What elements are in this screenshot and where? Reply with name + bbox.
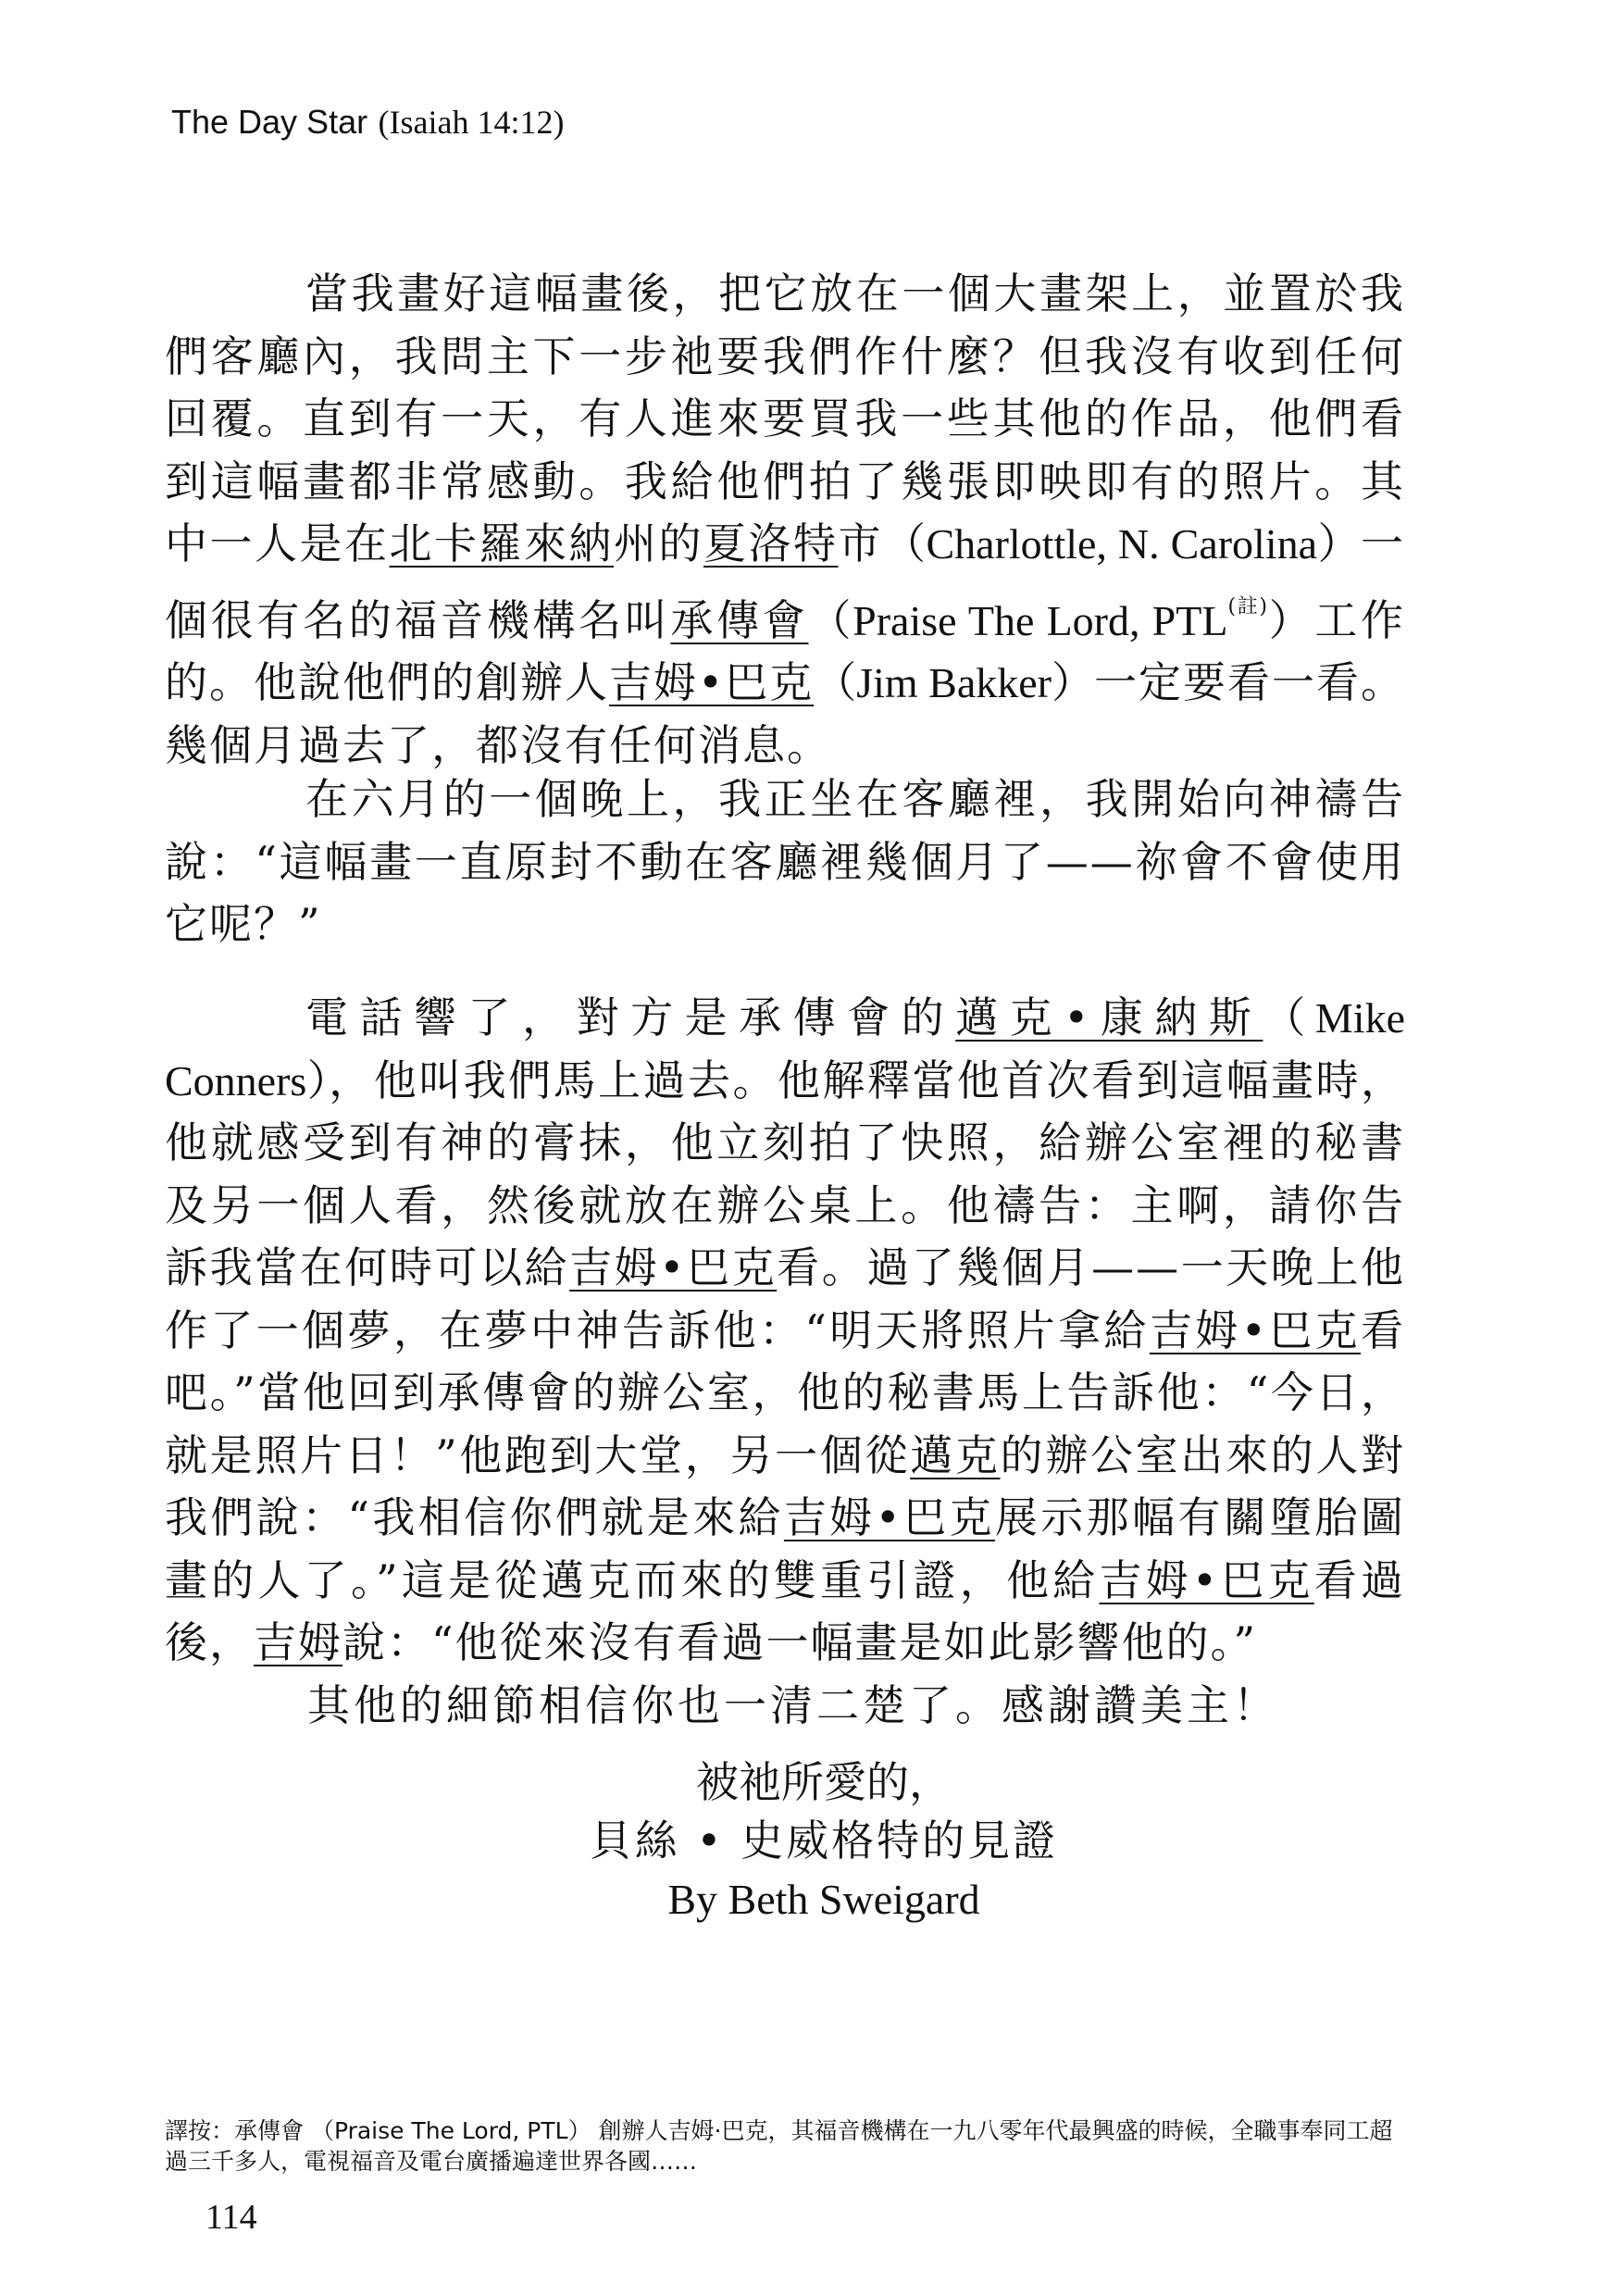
name-mike-conners: 邁克•康納斯 — [955, 992, 1263, 1042]
text-run: 的辦公室出來的人對我們說：“我相信你們就是來給 — [165, 1429, 1406, 1542]
text-run: ）工作的。他說他們的創辦人 — [165, 594, 1405, 707]
text-run: 看。過了幾個月——一天晚上他作了一個夢，在夢中神告訴他：“明天將照片拿給 — [165, 1242, 1406, 1355]
header-reference: (Isaiah 14:12) — [378, 104, 565, 141]
signature-line-3: By Beth Sweigard — [667, 1876, 980, 1923]
closing-line: 其他的細節相信你也一清二楚了。感謝讚美主！ — [307, 1680, 1279, 1730]
name-mike: 邁克 — [910, 1429, 1001, 1480]
signature-line-1: 被祂所愛的， — [696, 1757, 952, 1807]
footnote: 譯按：承傳會 （Praise The Lord, PTL） 創辦人吉姆·巴克，其福音機構在一九八零年代最興盛的時候，全職事奉同工超過三千多人，電視福音及電台廣播遍達世界各國…… — [165, 2117, 1393, 2175]
name-jim: 吉姆 — [254, 1617, 342, 1667]
paragraph-1 — [165, 263, 1405, 777]
latin-text: （Mike Conners） — [165, 994, 1449, 1104]
text-run: 看吧。”當他回到承傳會的辦公室，他的秘書馬上告訴他：“今日，就是照片日！”他跑到大堂，另一個從 — [165, 1304, 1405, 1480]
running-header — [171, 102, 564, 144]
paragraph-3 — [165, 987, 1449, 1675]
text-run: 州的 — [613, 518, 703, 568]
paragraph-2 — [165, 768, 1405, 956]
signature-line-2: 貝絲 • 史威格特的見證 — [589, 1816, 1059, 1866]
paragraph-2-text: 在六月的一個晚上，我正坐在客廳裡，我開始向神禱告說：“這幅畫一直原封不動在客廳裡幾個月了——祢會不會使用它呢？” — [165, 774, 1405, 949]
text-run: ，他叫我們馬上過去。他解釋當他首次看到這幅畫時，他就感受到有神的膏抹，他立刻拍了快照，給辦公室裡的秘書及另一個人看，然後就放在辦公桌上。他禱告：主啊，請你告訴我當在何時可以給 — [165, 1054, 1406, 1292]
place-charlotte: 夏洛特 — [703, 518, 839, 568]
name-jim-bakker: 吉姆•巴克 — [1099, 1554, 1314, 1605]
latin-text: （Praise The Lord, PTL — [808, 596, 1228, 644]
text-run: 當我畫好這幅畫後，把它放在一個大畫架上，並置於我們客廳內，我問主下一步祂要我們作什麼？但我沒有收到任何回覆。直到有一天，有人進來要買我一些其他的作品，他們看到這幅畫都非常感動。我給他們拍了幾張即映即有的照片。其中一人是在 — [165, 268, 1405, 568]
text-run: 說：“他從來沒有看過一幅畫是如此影響他的。” — [342, 1617, 1258, 1667]
footnote-marker: (註) — [1227, 594, 1267, 618]
text-run: 一定要看一看。幾個月過去了，都沒有任何消息。 — [165, 657, 1406, 770]
text-run: 看過後， — [165, 1554, 1405, 1667]
text-run: 電話響了，對方是承傳會的 — [305, 992, 956, 1042]
text-run: 展示那幅有關墮胎圖畫的人了。”這是從邁克而來的雙重引證，他給 — [165, 1492, 1405, 1605]
text-run: 一個很有名的福音機構名叫 — [165, 518, 1406, 645]
latin-text: （Charlottle, N. Carolina） — [882, 520, 1362, 568]
name-jim-bakker: 吉姆•巴克 — [783, 1492, 995, 1542]
header-title: The Day Star — [171, 103, 368, 141]
name-jim-bakker: 吉姆•巴克 — [609, 657, 815, 707]
latin-text: （Jim Bakker） — [814, 659, 1094, 706]
name-jim-bakker: 吉姆•巴克 — [1149, 1304, 1361, 1355]
text-run: 市 — [838, 518, 883, 568]
place-north-carolina: 北卡羅來納 — [389, 518, 614, 568]
page-number: 114 — [205, 2198, 257, 2237]
org-ptl: 承傳會 — [670, 594, 809, 645]
name-jim-bakker: 吉姆•巴克 — [569, 1242, 778, 1292]
